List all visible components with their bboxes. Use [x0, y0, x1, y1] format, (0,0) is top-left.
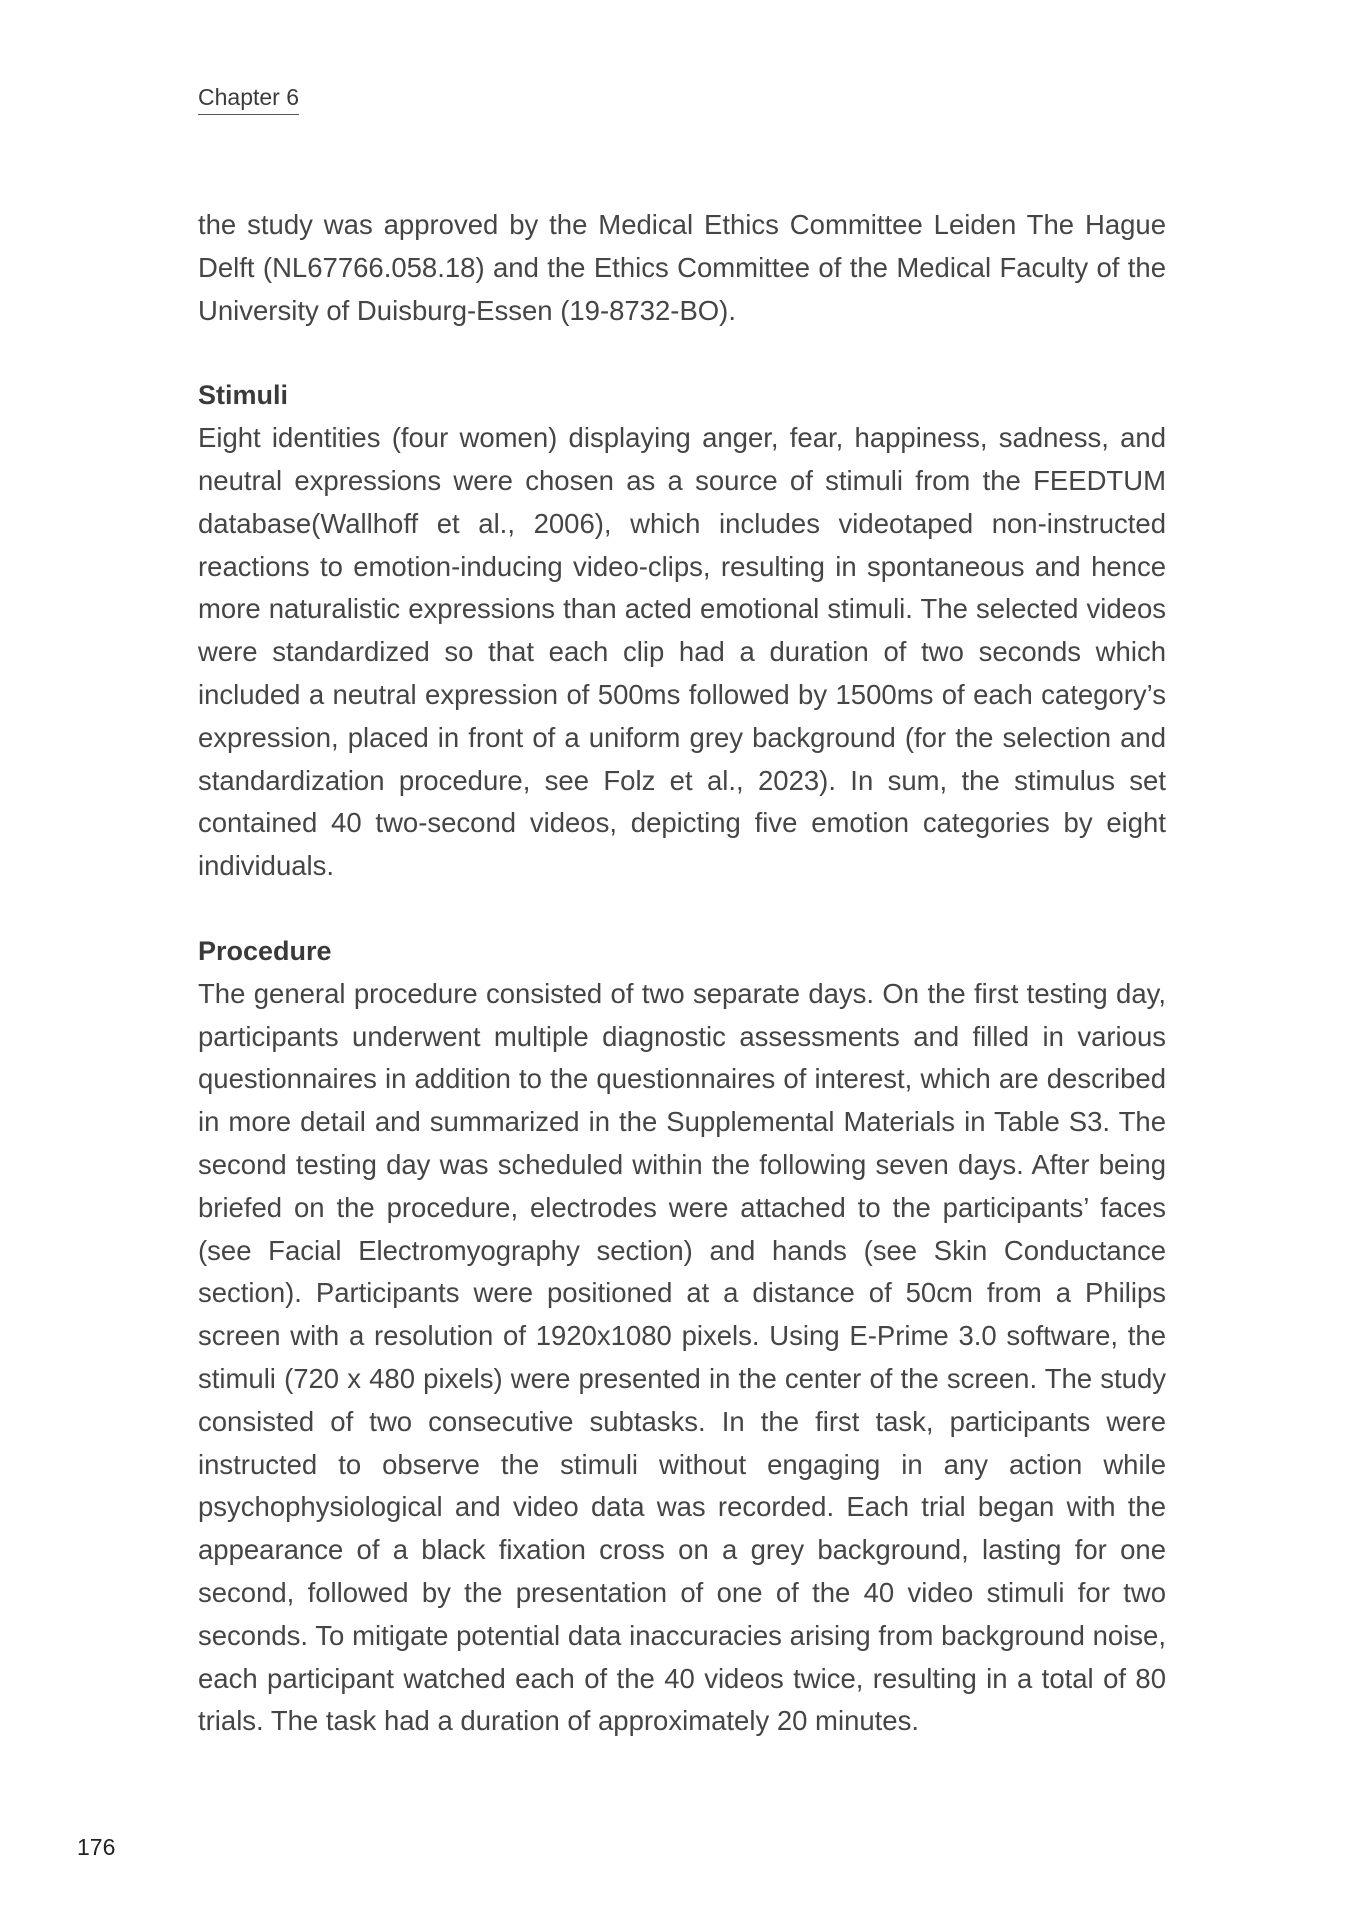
stimuli-heading: Stimuli [198, 380, 289, 411]
procedure-heading: Procedure [198, 935, 332, 966]
page-number: 176 [77, 1834, 116, 1860]
page-body [198, 204, 1166, 1743]
stimuli-section [198, 374, 1166, 888]
stimuli-paragraph: Eight identities (four women) displaying anger, fear, happiness, sadness, and neutral expressions were chosen as a source of stimuli from the FEEDTUM database(Wallhoff et al., 2006), which includes videotaped non-instructed reactions to emotion-inducing video-clips, resulting in spontaneous and hence more naturalistic expressions than acted emotional stimuli. The selected videos were standardized so that each clip had a duration of two seconds which included a neutral expression of 500ms followed by 1500ms of each category’s expression, placed in front of a uniform grey background (for the selection and standardization procedure, see Folz et al., 2023). In sum, the stimulus set contained 40 two-second videos, depicting five emotion categories by eight individuals. [198, 422, 1166, 882]
chapter-header: Chapter 6 [198, 82, 299, 115]
intro-paragraph: the study was approved by the Medical Ethics Committee Leiden The Hague Delft (NL67766.058.18) and the Ethics Committee of the Medical Faculty of the University of Duisburg-Essen (19-8732-BO). [198, 209, 1166, 326]
procedure-paragraph: The general procedure consisted of two separate days. On the first testing day, participants underwent multiple diagnostic assessments and filled in various questionnaires in addition to the questionnaires of interest, which are described in more detail and summarized in the Supplemental Materials in Table S3. The second testing day was scheduled within the following seven days. After being briefed on the procedure, electrodes were attached to the participants’ faces (see Facial Electromyography section) and hands (see Skin Conductance section). Participants were positioned at a distance of 50cm from a Philips screen with a resolution of 1920x1080 pixels. Using E-Prime 3.0 software, the stimuli (720 x 480 pixels) were presented in the center of the screen. The study consisted of two consecutive subtasks. In the first task, participants were instructed to observe the stimuli without engaging in any action while psychophysiological and video data was recorded. Each trial began with the appearance of a black fixation cross on a grey background, lasting for one second, followed by the presentation of one of the 40 video stimuli for two seconds. To mitigate potential data inaccuracies arising from background noise, each participant watched each of the 40 videos twice, resulting in a total of 80 trials. The task had a duration of approximately 20 minutes. [198, 977, 1166, 1737]
procedure-section [198, 930, 1166, 1743]
